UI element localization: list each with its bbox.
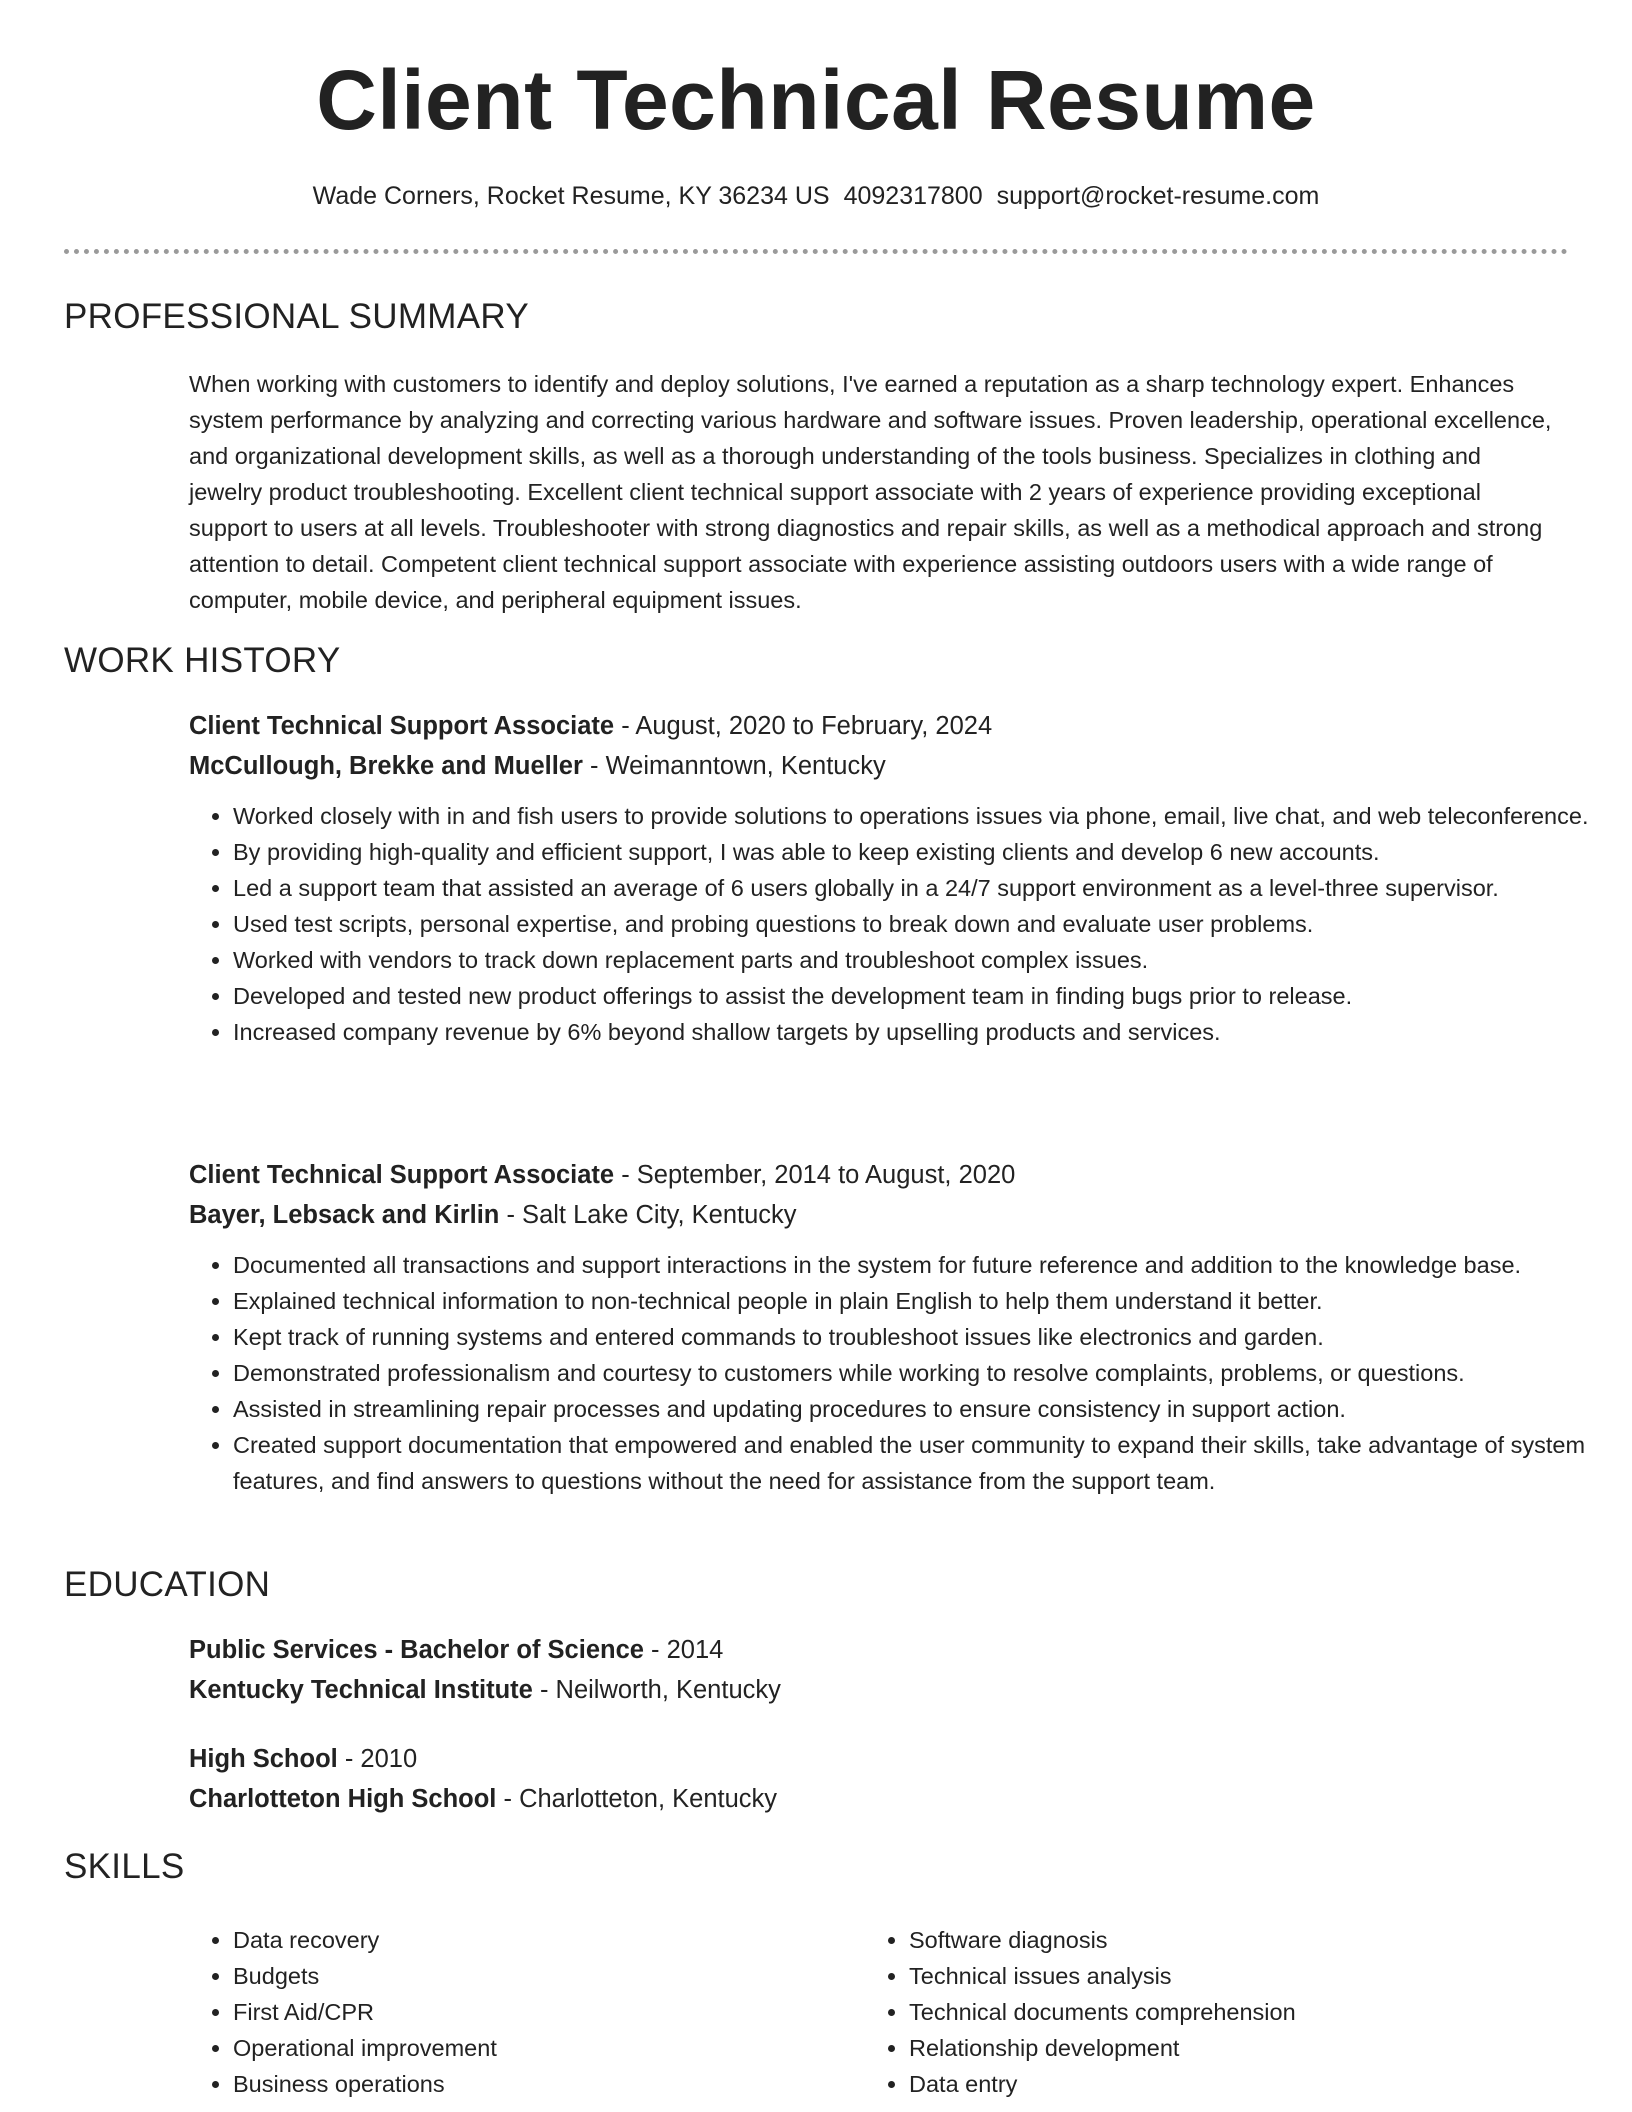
job-bullet-list <box>189 798 1608 1050</box>
education-entry <box>189 1739 1569 1819</box>
job-bullet: • Demonstrated professionalism and courtesy to customers while working to resolve complaints, problems, or questions. <box>233 1355 1608 1391</box>
resume-title: Client Technical Resume <box>316 53 1316 147</box>
education-location: - Neilworth, Kentucky <box>539 1676 781 1704</box>
job-title-line <box>189 1155 1569 1195</box>
job-company: McCullough, Brekke and Mueller <box>189 752 583 780</box>
skills-list-right <box>865 1922 1296 2102</box>
job-bullet: • Worked closely with in and fish users to provide solutions to operations issues via phone, email, live chat, and web teleconference. <box>233 798 1608 834</box>
job-bullet: • Explained technical information to non-technical people in plain English to help them understand it better. <box>233 1283 1608 1319</box>
job-title-line <box>189 706 1569 746</box>
header-divider <box>64 249 1568 254</box>
job-bullet: • Developed and tested new product offerings to assist the development team in finding bugs prior to release. <box>233 978 1608 1014</box>
skill-item: • First Aid/CPR <box>233 1994 497 2030</box>
contact-phone: 4092317800 <box>843 182 983 210</box>
education-year: - 2014 <box>651 1636 724 1664</box>
section-heading-work-history: WORK HISTORY <box>64 641 341 680</box>
job-bullet: • Led a support team that assisted an average of 6 users globally in a 24/7 support environment as a level-three supervisor. <box>233 870 1608 906</box>
job-bullet: • Assisted in streamlining repair processes and updating procedures to ensure consistency in support action. <box>233 1391 1608 1427</box>
job-bullet: • Documented all transactions and support interactions in the system for future reference and addition to the knowledge base. <box>233 1247 1608 1283</box>
skill-item: • Technical issues analysis <box>909 1958 1296 1994</box>
job-title: Client Technical Support Associate <box>189 1161 615 1189</box>
job-bullet-list <box>189 1247 1608 1499</box>
skill-item: • Software diagnosis <box>909 1922 1296 1958</box>
contact-line <box>0 182 1632 211</box>
skill-item: • Relationship development <box>909 2030 1296 2066</box>
summary-paragraph: When working with customers to identify and deploy solutions, I've earned a reputation as a sharp technology expert. Enhances system performance by analyzing and correcting various hardware and software issues. Proven leadership, operational excellence, and organizational development skills, as well as a thorough understanding of the tools business. Specializes in clothing and jewelry product troubleshooting. Excellent client technical support associate with 2 years of experience providing exceptional support to users at all levels. Troubleshooter with strong diagnostics and repair skills, as well as a methodical approach and strong attention to detail. Competent client technical support associate with experience assisting outdoors users with a wide range of computer, mobile device, and peripheral equipment issues. <box>189 371 1552 613</box>
education-degree-line <box>189 1630 1569 1670</box>
job-company-line <box>189 1195 1569 1235</box>
job-bullet: • Used test scripts, personal expertise, and probing questions to break down and evaluate user problems. <box>233 906 1608 942</box>
job-bullet: • By providing high-quality and efficient support, I was able to keep existing clients and develop 6 new accounts. <box>233 834 1608 870</box>
education-degree: Public Services - Bachelor of Science <box>189 1636 644 1664</box>
education-school: Charlotteton High School <box>189 1785 497 1813</box>
skill-item: • Data recovery <box>233 1922 497 1958</box>
job-bullet: • Kept track of running systems and entered commands to troubleshoot issues like electronics and garden. <box>233 1319 1608 1355</box>
job-location: - Salt Lake City, Kentucky <box>506 1201 797 1229</box>
skill-item: • Operational improvement <box>233 2030 497 2066</box>
education-location: - Charlotteton, Kentucky <box>503 1785 778 1813</box>
education-school-line <box>189 1670 1569 1710</box>
education-school: Kentucky Technical Institute <box>189 1676 533 1704</box>
education-school-line <box>189 1779 1569 1819</box>
job-bullet: • Increased company revenue by 6% beyond shallow targets by upselling products and services. <box>233 1014 1608 1050</box>
contact-email: support@rocket-resume.com <box>996 182 1320 210</box>
education-entry <box>189 1630 1569 1710</box>
skills-list-left <box>189 1922 497 2102</box>
skill-item: • Data entry <box>909 2066 1296 2102</box>
job-entry <box>189 1155 1586 1499</box>
job-entry <box>189 706 1589 1050</box>
education-year: - 2010 <box>344 1745 418 1773</box>
skill-item: • Technical documents comprehension <box>909 1994 1296 2030</box>
job-dates: - September, 2014 to August, 2020 <box>621 1161 1016 1189</box>
contact-address: Wade Corners, Rocket Resume, KY 36234 US <box>312 182 830 210</box>
job-company: Bayer, Lebsack and Kirlin <box>189 1201 500 1229</box>
section-heading-education: EDUCATION <box>64 1565 271 1604</box>
section-heading-summary: PROFESSIONAL SUMMARY <box>64 297 529 336</box>
job-company-line <box>189 746 1569 786</box>
skill-item: • Business operations <box>233 2066 497 2102</box>
job-location: - Weimanntown, Kentucky <box>590 752 886 780</box>
education-degree: High School <box>189 1745 338 1773</box>
education-degree-line <box>189 1739 1569 1779</box>
job-title: Client Technical Support Associate <box>189 712 615 740</box>
job-bullet: • Created support documentation that empowered and enabled the user community to expand their skills, take advantage of system features, and find answers to questions without the need for assistance from the support team. <box>233 1427 1608 1499</box>
section-heading-skills: SKILLS <box>64 1847 185 1886</box>
job-bullet: • Worked with vendors to track down replacement parts and troubleshoot complex issues. <box>233 942 1608 978</box>
skill-item: • Budgets <box>233 1958 497 1994</box>
job-dates: - August, 2020 to February, 2024 <box>621 712 993 740</box>
